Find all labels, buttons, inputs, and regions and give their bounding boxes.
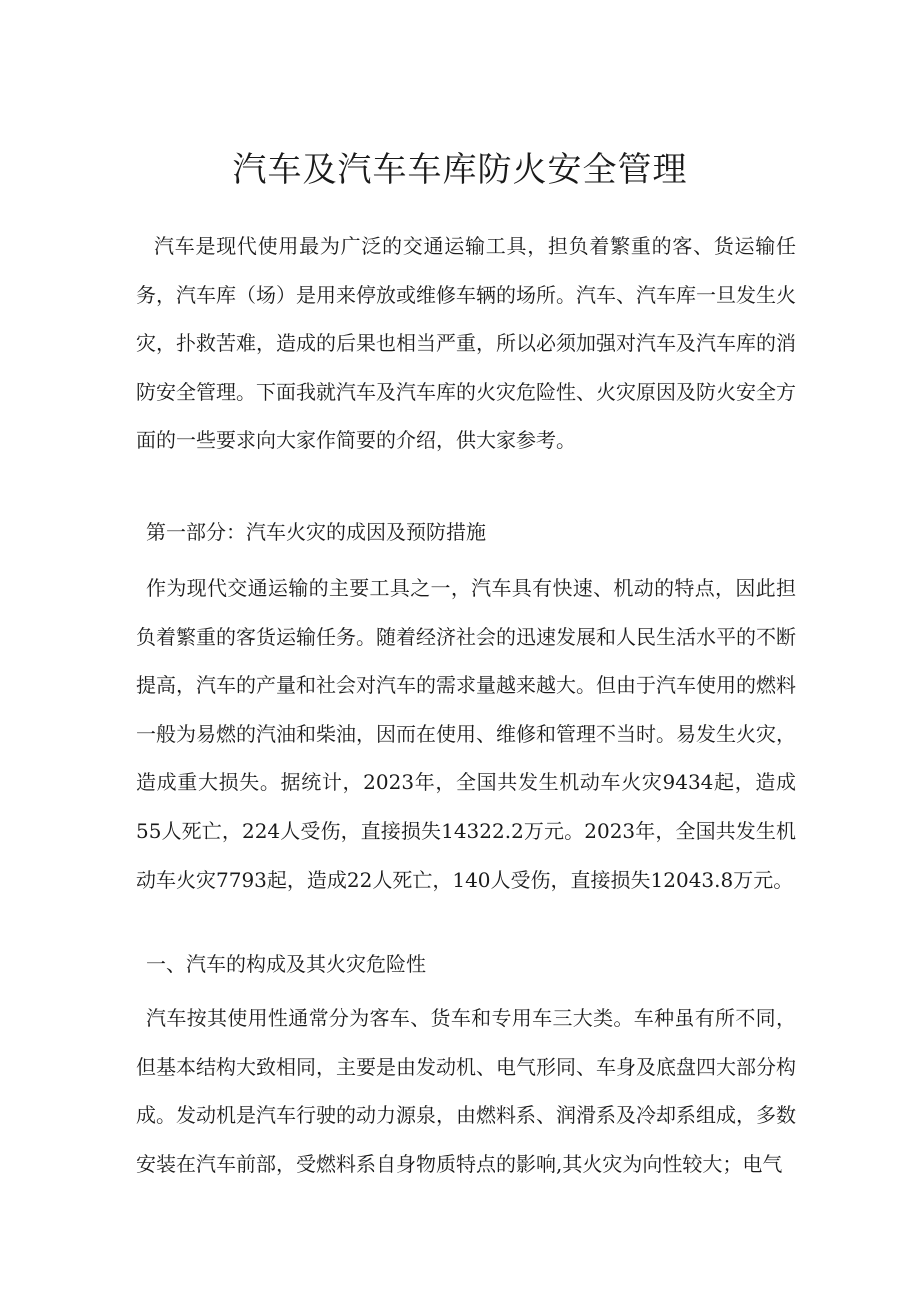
section-heading: 第一部分：汽车火灾的成因及预防措施 [146,520,486,544]
intro-paragraph: 汽车是现代使用最为广泛的交通运输工具，担负着繁重的客、货运输任务，汽车库（场）是用来停放或维修车辆的场所。汽车、汽车库一旦发生火灾，扑救苦难，造成的后果也相当严重，所以必须加强对汽车及汽车库的消防安全管理。下面我就汽车及汽车库的火灾危险性、火灾原因及防火安全方面的一些要求向大家作简要的介绍，供大家参考。 [136,234,796,453]
document-title: 汽车及汽车车库防火安全管理 [232,150,688,190]
subsection-paragraph: 汽车按其使用性通常分为客车、货车和专用车三大类。车种虽有所不同，但基本结构大致相同，主要是由发动机、电气形同、车身及底盘四大部分构成。发动机是汽车行驶的动力源泉，由燃料系、润滑系及冷却系组成，多数安装在汽车前部，受燃料系自身物质特点的影响,其火灾为向性较大；电气 [136,1006,796,1176]
section-paragraph: 作为现代交通运输的主要工具之一，汽车具有快速、机动的特点，因此担负着繁重的客货运输任务。随着经济社会的迅速发展和人民生活水平的不断提高，汽车的产量和社会对汽车的需求量越来越大。但由于汽车使用的燃料一般为易燃的汽油和柴油，因而在使用、维修和管理不当时。易发生火灾，造成重大损失。据统计，2023年，全国共发生机动车火灾9434起，造成55人死亡，224人受伤，直接损失14322.2万元。2023年，全国共发生机动车火灾7793起，造成22人死亡，140人受伤，直接损失12043.8万元。 [136,576,796,892]
subsection-heading: 一、汽车的构成及其火灾危险性 [146,952,426,976]
